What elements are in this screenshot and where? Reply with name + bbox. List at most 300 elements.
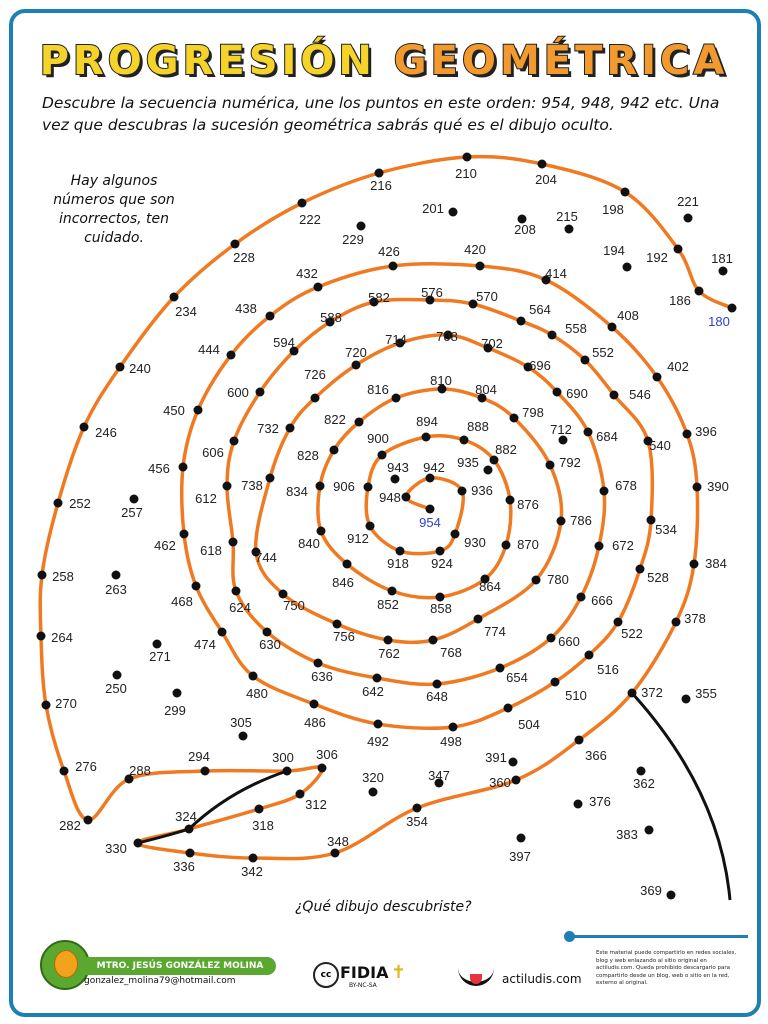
point-label-690: 690 xyxy=(566,386,588,401)
point-label-216: 216 xyxy=(370,178,392,193)
decoy-label-215: 215 xyxy=(556,209,578,224)
point-label-810: 810 xyxy=(430,373,452,388)
point-label-384: 384 xyxy=(705,556,727,571)
decoy-label-208: 208 xyxy=(514,222,536,237)
point-label-624: 624 xyxy=(229,600,251,615)
point-dot-468 xyxy=(192,582,201,591)
instructions-text: Descubre la secuencia numérica, une los puntos en este orden: 954, 948, 942 etc. Una vez que descubras la sucesión geométrica sabrás qué es el dibujo oculto. xyxy=(42,94,720,134)
point-dot-384 xyxy=(690,560,699,569)
author-block xyxy=(40,940,264,992)
point-label-936: 936 xyxy=(471,483,493,498)
point-dot-210 xyxy=(463,153,472,162)
point-dot-894 xyxy=(422,433,431,442)
point-label-906: 906 xyxy=(333,479,355,494)
point-label-288: 288 xyxy=(129,763,151,778)
cross-icon: ✝ xyxy=(391,962,407,983)
title-word-2: GEOMÉTRICA xyxy=(393,38,729,84)
point-label-930: 930 xyxy=(464,535,486,550)
point-dot-258 xyxy=(38,571,47,580)
point-dot-312 xyxy=(296,790,305,799)
point-dot-852 xyxy=(388,587,397,596)
decoy-label-355: 355 xyxy=(695,686,717,701)
point-dot-786 xyxy=(557,517,566,526)
point-label-228: 228 xyxy=(233,250,255,265)
decoy-label-194: 194 xyxy=(603,243,625,258)
point-label-732: 732 xyxy=(257,421,279,436)
point-label-540: 540 xyxy=(649,438,671,453)
license-label: BY-NC-SA xyxy=(349,982,377,989)
point-label-270: 270 xyxy=(55,696,77,711)
point-dot-510 xyxy=(551,678,560,687)
point-label-378: 378 xyxy=(684,611,706,626)
point-label-300: 300 xyxy=(272,750,294,765)
point-dot-276 xyxy=(60,767,69,776)
point-dot-366 xyxy=(575,736,584,745)
point-label-348: 348 xyxy=(327,834,349,849)
decoy-dot-935 xyxy=(484,466,493,475)
point-label-618: 618 xyxy=(200,543,222,558)
point-dot-606 xyxy=(230,437,239,446)
point-label-654: 654 xyxy=(506,670,528,685)
point-dot-234 xyxy=(170,293,179,302)
point-dot-840 xyxy=(317,527,326,536)
point-label-798: 798 xyxy=(522,405,544,420)
point-label-870: 870 xyxy=(517,537,539,552)
point-dot-546 xyxy=(610,391,619,400)
point-dot-354 xyxy=(413,804,422,813)
point-label-516: 516 xyxy=(597,662,619,677)
point-dot-336 xyxy=(186,849,195,858)
point-dot-528 xyxy=(636,565,645,574)
point-label-396: 396 xyxy=(695,424,717,439)
point-label-264: 264 xyxy=(51,630,73,645)
point-label-894: 894 xyxy=(416,414,438,429)
decoy-label-376: 376 xyxy=(589,794,611,809)
point-dot-630 xyxy=(263,628,272,637)
decoy-dot-271 xyxy=(153,640,162,649)
point-label-240: 240 xyxy=(129,361,151,376)
point-dot-948 xyxy=(402,493,411,502)
point-dot-216 xyxy=(375,169,384,178)
decoy-label-391: 391 xyxy=(485,750,507,765)
decoy-dot-943 xyxy=(391,475,400,484)
point-label-768: 768 xyxy=(440,645,462,660)
point-label-204: 204 xyxy=(535,172,557,187)
point-dot-228 xyxy=(231,240,240,249)
decoy-dot-305 xyxy=(239,732,248,741)
point-label-630: 630 xyxy=(259,637,281,652)
point-dot-426 xyxy=(389,262,398,271)
question-text: ¿Qué dibujo descubriste? xyxy=(295,899,472,915)
fruit-logo-icon xyxy=(40,940,90,990)
point-label-426: 426 xyxy=(378,244,400,259)
decoy-dot-221 xyxy=(684,214,693,223)
point-label-888: 888 xyxy=(467,419,489,434)
point-dot-738 xyxy=(266,474,275,483)
decoy-label-299: 299 xyxy=(164,703,186,718)
point-dot-180 xyxy=(728,304,737,313)
decoy-dot-362 xyxy=(637,767,646,776)
point-label-900: 900 xyxy=(367,431,389,446)
point-dot-624 xyxy=(232,587,241,596)
point-dot-870 xyxy=(502,541,511,550)
decoy-label-320: 320 xyxy=(362,770,384,785)
decoy-label-712: 712 xyxy=(550,422,572,437)
point-label-678: 678 xyxy=(615,478,637,493)
point-label-846: 846 xyxy=(332,575,354,590)
point-label-234: 234 xyxy=(175,304,197,319)
point-dot-780 xyxy=(532,576,541,585)
point-dot-222 xyxy=(298,199,307,208)
decoy-dot-376 xyxy=(574,800,583,809)
point-dot-930 xyxy=(451,530,460,539)
point-dot-300 xyxy=(283,767,292,776)
point-label-636: 636 xyxy=(311,669,333,684)
point-label-222: 222 xyxy=(299,212,321,227)
point-label-912: 912 xyxy=(347,531,369,546)
point-label-522: 522 xyxy=(621,626,643,641)
point-label-756: 756 xyxy=(333,629,355,644)
point-label-390: 390 xyxy=(707,479,729,494)
point-dot-690 xyxy=(553,388,562,397)
point-label-696: 696 xyxy=(529,358,551,373)
point-dot-552 xyxy=(581,356,590,365)
author-email[interactable]: gonzalez_molina79@hotmail.com xyxy=(84,976,236,986)
decoy-label-347: 347 xyxy=(428,768,450,783)
point-dot-498 xyxy=(449,723,458,732)
point-dot-756 xyxy=(333,620,342,629)
point-label-738: 738 xyxy=(241,478,263,493)
point-label-750: 750 xyxy=(283,598,305,613)
point-dot-642 xyxy=(373,674,382,683)
point-dot-264 xyxy=(37,632,46,641)
decoy-label-383: 383 xyxy=(616,827,638,842)
point-label-570: 570 xyxy=(476,289,498,304)
decoy-dot-355 xyxy=(682,695,691,704)
point-label-708: 708 xyxy=(436,329,458,344)
point-dot-486 xyxy=(310,700,319,709)
point-label-504: 504 xyxy=(518,717,540,732)
decoy-label-181: 181 xyxy=(711,251,733,266)
point-dot-726 xyxy=(311,394,320,403)
title-word-1: PROGRESIÓN xyxy=(39,38,376,84)
point-label-468: 468 xyxy=(171,594,193,609)
point-label-720: 720 xyxy=(345,345,367,360)
point-label-420: 420 xyxy=(464,242,486,257)
point-label-780: 780 xyxy=(547,572,569,587)
point-label-528: 528 xyxy=(647,570,669,585)
point-label-774: 774 xyxy=(484,624,506,639)
decoy-label-271: 271 xyxy=(149,649,171,664)
point-label-834: 834 xyxy=(286,484,308,499)
point-label-648: 648 xyxy=(426,689,448,704)
point-label-408: 408 xyxy=(617,308,639,323)
point-label-600: 600 xyxy=(227,385,249,400)
point-label-180: 180 xyxy=(708,314,730,329)
point-dot-876 xyxy=(506,496,515,505)
point-label-486: 486 xyxy=(304,715,326,730)
decoy-dot-397 xyxy=(517,834,526,843)
creative-commons-icon: cc xyxy=(313,962,339,988)
point-label-660: 660 xyxy=(558,634,580,649)
point-label-792: 792 xyxy=(559,455,581,470)
point-label-852: 852 xyxy=(377,597,399,612)
decoy-dot-391 xyxy=(509,758,518,767)
point-dot-822 xyxy=(355,418,364,427)
point-dot-900 xyxy=(378,451,387,460)
point-dot-432 xyxy=(314,283,323,292)
decoy-label-935: 935 xyxy=(457,455,479,470)
point-label-534: 534 xyxy=(655,522,677,537)
point-dot-636 xyxy=(314,659,323,668)
point-dot-444 xyxy=(227,351,236,360)
point-label-858: 858 xyxy=(430,601,452,616)
decoy-label-369: 369 xyxy=(640,883,662,898)
point-label-786: 786 xyxy=(570,513,592,528)
decoy-dot-369 xyxy=(667,891,676,900)
point-dot-888 xyxy=(460,436,469,445)
point-label-726: 726 xyxy=(304,367,326,382)
decoy-dot-250 xyxy=(113,671,122,680)
point-dot-420 xyxy=(476,262,485,271)
point-dot-306 xyxy=(318,764,327,773)
decoy-label-397: 397 xyxy=(509,849,531,864)
point-label-366: 366 xyxy=(585,748,607,763)
point-dot-408 xyxy=(608,323,617,332)
point-label-372: 372 xyxy=(641,685,663,700)
decoy-dot-299 xyxy=(173,689,182,698)
point-label-456: 456 xyxy=(148,461,170,476)
point-dot-378 xyxy=(672,618,681,627)
point-label-342: 342 xyxy=(241,864,263,879)
point-dot-372 xyxy=(628,689,637,698)
point-label-606: 606 xyxy=(202,445,224,460)
decoy-dot-181 xyxy=(719,267,728,276)
point-label-672: 672 xyxy=(612,538,634,553)
point-label-882: 882 xyxy=(495,442,517,457)
decoy-label-221: 221 xyxy=(677,194,699,209)
point-dot-318 xyxy=(255,805,264,814)
point-dot-360 xyxy=(512,776,521,785)
point-dot-348 xyxy=(331,849,340,858)
point-dot-396 xyxy=(683,430,692,439)
point-dot-246 xyxy=(80,423,89,432)
point-label-564: 564 xyxy=(529,302,551,317)
point-label-492: 492 xyxy=(367,734,389,749)
point-label-246: 246 xyxy=(95,425,117,440)
decoy-dot-215 xyxy=(565,225,574,234)
point-label-702: 702 xyxy=(481,336,503,351)
point-label-642: 642 xyxy=(362,684,384,699)
point-label-816: 816 xyxy=(367,382,389,397)
point-label-276: 276 xyxy=(75,759,97,774)
warning-text: Hay algunos números que son incorrectos, ten cuidado. xyxy=(53,173,175,246)
point-label-336: 336 xyxy=(173,859,195,874)
point-label-438: 438 xyxy=(235,301,257,316)
point-dot-342 xyxy=(249,854,258,863)
decoy-label-305: 305 xyxy=(230,715,252,730)
decoy-dot-263 xyxy=(112,571,121,580)
point-dot-204 xyxy=(538,160,547,169)
point-label-840: 840 xyxy=(298,536,320,551)
point-label-252: 252 xyxy=(69,496,91,511)
point-dot-534 xyxy=(647,516,656,525)
point-dot-654 xyxy=(496,664,505,673)
point-label-402: 402 xyxy=(667,359,689,374)
point-label-474: 474 xyxy=(194,637,216,652)
dots-layer xyxy=(37,153,737,900)
decoy-dot-194 xyxy=(623,263,632,272)
legal-notice: Este material puede compartirlo en redes sociales, blog y web enlazando al sitio original en actiludis.com. Queda prohibido descargarlo para compartirlo desde un blog, web o sitio en la red, externo al original. xyxy=(596,950,737,986)
point-label-498: 498 xyxy=(440,734,462,749)
actiludis-name: actiludis.com xyxy=(502,972,582,986)
point-label-804: 804 xyxy=(475,382,497,397)
point-label-444: 444 xyxy=(198,342,220,357)
point-label-714: 714 xyxy=(385,332,407,347)
point-dot-252 xyxy=(54,499,63,508)
point-label-318: 318 xyxy=(252,818,274,833)
point-dot-906 xyxy=(364,483,373,492)
point-dot-732 xyxy=(286,424,295,433)
point-dot-456 xyxy=(179,463,188,472)
point-dot-192 xyxy=(674,245,683,254)
point-dot-462 xyxy=(180,530,189,539)
point-label-186: 186 xyxy=(669,293,691,308)
point-label-414: 414 xyxy=(545,266,567,281)
point-label-876: 876 xyxy=(517,497,539,512)
decoy-dot-257 xyxy=(130,495,139,504)
decoy-label-250: 250 xyxy=(105,681,127,696)
point-dot-828 xyxy=(330,446,339,455)
point-label-432: 432 xyxy=(296,266,318,281)
point-label-312: 312 xyxy=(305,797,327,812)
point-label-306: 306 xyxy=(316,747,338,762)
point-label-462: 462 xyxy=(154,538,176,553)
point-label-612: 612 xyxy=(195,491,217,506)
decoy-label-263: 263 xyxy=(105,582,127,597)
point-label-822: 822 xyxy=(324,412,346,427)
point-dot-774 xyxy=(474,615,483,624)
point-dot-438 xyxy=(266,312,275,321)
point-dot-924 xyxy=(436,547,445,556)
point-label-582: 582 xyxy=(368,290,390,305)
point-dot-198 xyxy=(621,188,630,197)
point-dot-480 xyxy=(249,672,258,681)
decoy-dot-201 xyxy=(449,208,458,217)
decoy-dot-383 xyxy=(645,826,654,835)
point-dot-618 xyxy=(229,538,238,547)
point-label-942: 942 xyxy=(423,460,445,475)
point-label-552: 552 xyxy=(592,345,614,360)
spiral-connecting-line xyxy=(40,157,732,859)
point-dot-720 xyxy=(352,361,361,370)
point-label-354: 354 xyxy=(406,814,428,829)
point-dot-186 xyxy=(695,287,704,296)
point-dot-270 xyxy=(42,701,51,710)
point-label-546: 546 xyxy=(629,387,651,402)
point-label-330: 330 xyxy=(105,841,127,856)
point-dot-516 xyxy=(585,651,594,660)
decoy-label-257: 257 xyxy=(121,505,143,520)
point-dot-954 xyxy=(426,505,435,514)
point-label-918: 918 xyxy=(387,556,409,571)
point-dot-798 xyxy=(510,414,519,423)
snail-antenna-line xyxy=(632,693,730,900)
author-name: MTRO. JESÚS GONZÁLEZ MOLINA xyxy=(84,957,276,975)
point-label-576: 576 xyxy=(421,285,443,300)
point-label-294: 294 xyxy=(188,749,210,764)
point-dot-816 xyxy=(392,394,401,403)
point-dot-558 xyxy=(548,331,557,340)
point-dot-918 xyxy=(396,547,405,556)
point-label-210: 210 xyxy=(455,166,477,181)
point-dot-648 xyxy=(433,680,442,689)
point-dot-450 xyxy=(194,406,203,415)
point-dot-282 xyxy=(84,816,93,825)
point-label-588: 588 xyxy=(320,310,342,325)
license-badge xyxy=(313,962,407,989)
point-label-684: 684 xyxy=(596,429,618,444)
point-label-198: 198 xyxy=(602,202,624,217)
point-label-480: 480 xyxy=(246,686,268,701)
point-label-510: 510 xyxy=(565,688,587,703)
point-dot-792 xyxy=(546,461,555,470)
point-label-864: 864 xyxy=(479,579,501,594)
point-dot-324 xyxy=(185,825,194,834)
decoy-label-201: 201 xyxy=(422,201,444,216)
point-label-594: 594 xyxy=(273,335,295,350)
actiludis-logo[interactable] xyxy=(458,962,582,992)
point-label-744: 744 xyxy=(255,550,277,565)
point-label-192: 192 xyxy=(646,250,668,265)
decoy-dot-320 xyxy=(369,788,378,797)
point-label-324: 324 xyxy=(175,809,197,824)
fidia-label: FIDIA xyxy=(340,963,389,982)
point-label-924: 924 xyxy=(431,556,453,571)
point-dot-330 xyxy=(134,839,143,848)
point-label-450: 450 xyxy=(163,403,185,418)
decoy-dot-229 xyxy=(357,222,366,231)
point-label-666: 666 xyxy=(591,593,613,608)
decoy-label-229: 229 xyxy=(342,232,364,247)
point-dot-660 xyxy=(547,634,556,643)
point-label-762: 762 xyxy=(378,646,400,661)
point-label-282: 282 xyxy=(59,818,81,833)
point-dot-492 xyxy=(374,720,383,729)
point-label-954: 954 xyxy=(419,515,441,530)
decoy-label-362: 362 xyxy=(633,776,655,791)
point-label-558: 558 xyxy=(565,321,587,336)
point-dot-768 xyxy=(429,636,438,645)
point-label-258: 258 xyxy=(52,569,74,584)
point-dot-504 xyxy=(504,704,513,713)
point-dot-684 xyxy=(584,428,593,437)
point-dot-936 xyxy=(458,487,467,496)
point-dot-846 xyxy=(343,560,352,569)
point-dot-402 xyxy=(653,373,662,382)
point-dot-672 xyxy=(595,542,604,551)
point-dot-678 xyxy=(600,487,609,496)
point-dot-564 xyxy=(517,317,526,326)
point-dot-474 xyxy=(218,628,227,637)
decoy-label-943: 943 xyxy=(387,460,409,475)
point-dot-666 xyxy=(577,593,586,602)
point-dot-612 xyxy=(223,482,232,491)
point-dot-240 xyxy=(116,363,125,372)
point-dot-294 xyxy=(201,767,210,776)
point-dot-834 xyxy=(316,482,325,491)
point-label-948: 948 xyxy=(379,490,401,505)
